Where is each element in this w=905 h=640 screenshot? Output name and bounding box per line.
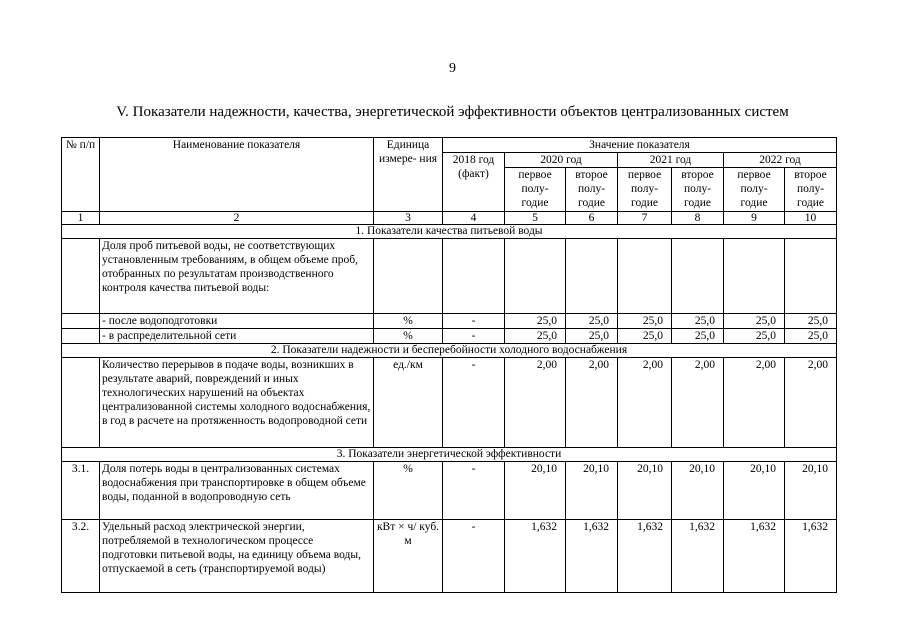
- row-value: 2,00: [566, 358, 618, 448]
- row-value: [618, 239, 672, 314]
- row-value: 25,0: [566, 314, 618, 329]
- header-name: Наименование показателя: [100, 138, 374, 212]
- row-indicator-name: - после водоподготовки: [100, 314, 374, 329]
- document-title: V. Показатели надежности, качества, энергетической эффективности объектов централизованных систем: [116, 104, 789, 120]
- row-value: [785, 239, 837, 314]
- header-2020: 2020 год: [505, 153, 618, 168]
- header-first-half: первое полу- годие: [505, 168, 566, 212]
- row-value: 25,0: [724, 314, 785, 329]
- row-value: 1,632: [566, 520, 618, 593]
- row-value: 20,10: [618, 462, 672, 520]
- row-unit: %: [374, 462, 443, 520]
- row-value: 25,0: [672, 314, 724, 329]
- row-unit: кВт × ч/ куб. м: [374, 520, 443, 593]
- header-first-half: первое полу- годие: [618, 168, 672, 212]
- row-value: 25,0: [618, 314, 672, 329]
- page-number: 9: [449, 61, 456, 76]
- header-unit: Единица измере- ния: [374, 138, 443, 212]
- table-row: [62, 462, 837, 520]
- row-fact-2018: -: [443, 329, 505, 344]
- row-value: 25,0: [618, 329, 672, 344]
- row-value: 1,632: [672, 520, 724, 593]
- section-heading-1: 1. Показатели качества питьевой воды: [62, 225, 837, 239]
- row-fact-2018: -: [443, 520, 505, 593]
- row-value: 20,10: [505, 462, 566, 520]
- row-value: 2,00: [724, 358, 785, 448]
- table-row: [62, 358, 837, 448]
- row-unit: %: [374, 329, 443, 344]
- row-value: 2,00: [618, 358, 672, 448]
- row-value: 20,10: [566, 462, 618, 520]
- row-num: [62, 239, 100, 314]
- row-value: 20,10: [785, 462, 837, 520]
- row-indicator-name: Доля проб питьевой воды, не соответствующих установленным требованиям, в общем объеме проб, отобранных по результатам производственного контроля качества питьевой воды:: [100, 239, 374, 314]
- header-2021: 2021 год: [618, 153, 724, 168]
- col-number: 9: [724, 212, 785, 225]
- row-indicator-name: Количество перерывов в подаче воды, возникших в результате аварий, повреждений и иных технологических нарушений на объектах централизованной системы холодного водоснабжения, в год в расчете на протяженность водопроводной сети: [100, 358, 374, 448]
- row-num: 3.2.: [62, 520, 100, 593]
- col-number: 6: [566, 212, 618, 225]
- col-number: 10: [785, 212, 837, 225]
- row-value: 2,00: [785, 358, 837, 448]
- col-number: 8: [672, 212, 724, 225]
- header-num: № п/п: [62, 138, 100, 212]
- row-value: 25,0: [566, 329, 618, 344]
- row-indicator-name: - в распределительной сети: [100, 329, 374, 344]
- row-value: 20,10: [724, 462, 785, 520]
- header-2018: 2018 год (факт): [443, 153, 505, 212]
- row-value: 20,10: [672, 462, 724, 520]
- row-indicator-name: Удельный расход электрической энергии, потребляемой в технологическом процессе подготовки питьевой воды, на единицу объема воды, отпускаемой в сеть (транспортируемой воды): [100, 520, 374, 593]
- row-num: 3.1.: [62, 462, 100, 520]
- header-second-half: второе полу- годие: [785, 168, 837, 212]
- row-indicator-name: Доля потерь воды в централизованных системах водоснабжения при транспортировке в общем объеме воды, поданной в водопроводную сеть: [100, 462, 374, 520]
- table-row: [62, 329, 837, 344]
- column-numbers-row: [62, 212, 837, 225]
- row-value: 1,632: [724, 520, 785, 593]
- table-row: [62, 239, 837, 314]
- table-row: [62, 314, 837, 329]
- row-fact-2018: -: [443, 314, 505, 329]
- header-value: Значение показателя: [443, 138, 837, 153]
- row-unit: %: [374, 314, 443, 329]
- row-fact-2018: -: [443, 358, 505, 448]
- row-value: [566, 239, 618, 314]
- row-num: [62, 329, 100, 344]
- header-second-half: второе полу- годие: [566, 168, 618, 212]
- row-value: 25,0: [672, 329, 724, 344]
- section-heading-3: 3. Показатели энергетической эффективности: [62, 448, 837, 462]
- row-value: 25,0: [785, 329, 837, 344]
- col-number: 5: [505, 212, 566, 225]
- row-value: 2,00: [672, 358, 724, 448]
- header-2022: 2022 год: [724, 153, 837, 168]
- header-second-half: второе полу- годие: [672, 168, 724, 212]
- row-value: 1,632: [505, 520, 566, 593]
- row-num: [62, 358, 100, 448]
- header-first-half: первое полу- годие: [724, 168, 785, 212]
- col-number: 3: [374, 212, 443, 225]
- row-value: 2,00: [505, 358, 566, 448]
- col-number: 1: [62, 212, 100, 225]
- row-unit: [374, 239, 443, 314]
- row-value: 25,0: [505, 329, 566, 344]
- row-value: 1,632: [618, 520, 672, 593]
- row-value: 25,0: [505, 314, 566, 329]
- row-value: [724, 239, 785, 314]
- col-number: 2: [100, 212, 374, 225]
- row-value: 1,632: [785, 520, 837, 593]
- row-fact-2018: -: [443, 462, 505, 520]
- row-unit: ед./км: [374, 358, 443, 448]
- indicators-table: [61, 137, 837, 593]
- col-number: 4: [443, 212, 505, 225]
- col-number: 7: [618, 212, 672, 225]
- section-heading-2: 2. Показатели надежности и бесперебойности холодного водоснабжения: [62, 344, 837, 358]
- row-num: [62, 314, 100, 329]
- row-fact-2018: [443, 239, 505, 314]
- row-value: 25,0: [785, 314, 837, 329]
- row-value: [505, 239, 566, 314]
- row-value: 25,0: [724, 329, 785, 344]
- row-value: [672, 239, 724, 314]
- table-row: [62, 520, 837, 593]
